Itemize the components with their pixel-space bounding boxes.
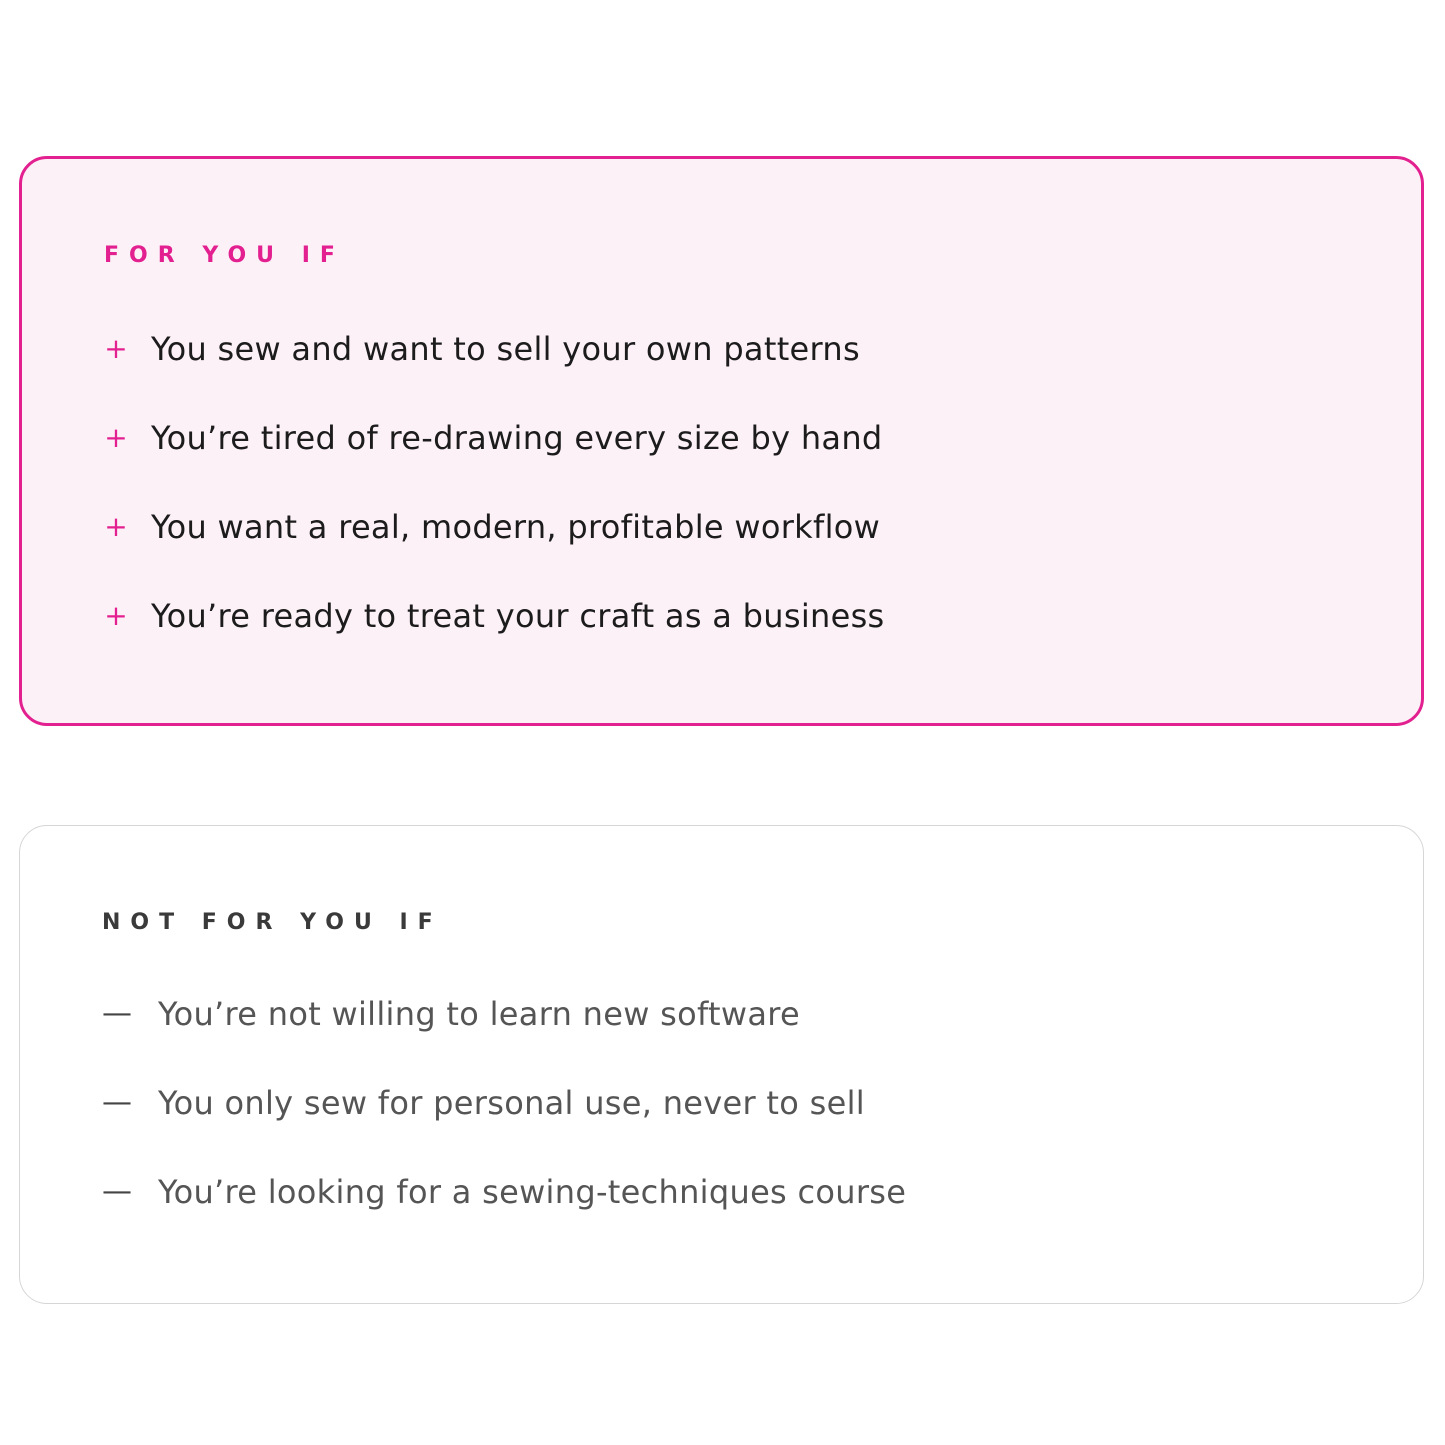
list-item-text: You sew and want to sell your own patterns [151,330,860,368]
for-you-card [19,156,1424,726]
not-for-you-card [19,825,1424,1304]
list-item-text: You want a real, modern, profitable workflow [151,508,881,546]
dash-icon: — [102,1174,132,1209]
plus-icon: + [104,421,128,454]
list-item-text: You’re ready to treat your craft as a business [151,597,885,635]
for-you-heading: FOR YOU IF [104,243,345,268]
dash-icon: — [102,1085,132,1120]
list-item-text: You only sew for personal use, never to sell [158,1084,865,1122]
plus-icon: + [104,332,128,365]
not-for-you-heading: NOT FOR YOU IF [102,910,443,935]
plus-icon: + [104,510,128,543]
list-item-text: You’re looking for a sewing-techniques course [158,1173,907,1211]
list-item-text: You’re not willing to learn new software [158,995,800,1033]
dash-icon: — [102,996,132,1031]
list-item-text: You’re tired of re-drawing every size by hand [151,419,883,457]
plus-icon: + [104,599,128,632]
